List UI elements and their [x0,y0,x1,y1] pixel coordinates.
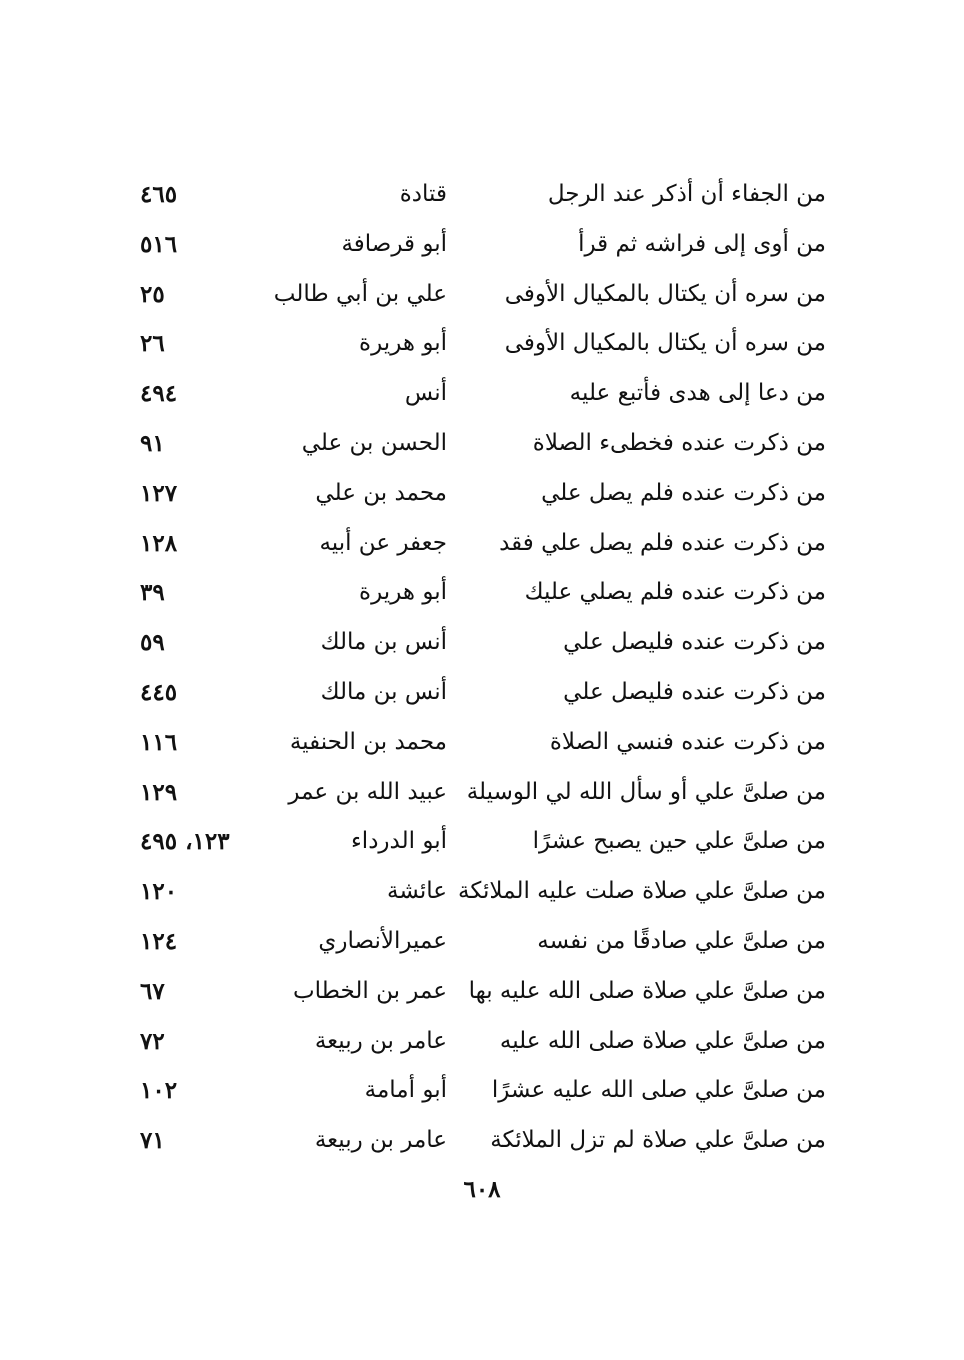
narrator-name: أبو الدرداء [350,828,447,855]
page-number: ٦٠٨ [463,1176,501,1203]
page-reference: ٥٩ [140,629,165,657]
hadith-text: من أوى إلى فراشه ثم قرأ [578,230,826,257]
page-reference: ١٢٤ [140,927,178,955]
page-reference: ١٢٨ [140,529,178,557]
hadith-text: من صلىَّ علي صلاة صلى الله عليه [499,1027,826,1054]
narrator-name: أبو قرصافة [341,230,447,257]
index-row [0,867,964,917]
hadith-text: من صلىَّ علي أو سأل الله لي الوسيلة [466,778,826,805]
hadith-text: من ذكرت عنده فنسي الصلاة [549,728,826,755]
page-reference: ٤٦٥ [140,181,178,208]
index-row [0,270,964,320]
page-reference: ١٢٧ [140,479,178,507]
index-row [0,817,964,867]
narrator-name: أنس بن مالك [320,629,447,656]
page-reference: ١١٦ [140,728,178,756]
hadith-text: من سره أن يكتال بالمكيال الأوفى [504,330,826,357]
index-row [0,170,964,220]
hadith-text: من صلىَّ علي صلاة صلت عليه الملائكة [457,878,826,905]
index-row [0,519,964,569]
page-reference: ٦٧ [140,977,165,1005]
narrator-name: محمد بن علي [315,479,447,506]
hadith-text: من ذكرت عنده فلم يصلي عليك [524,579,826,606]
index-row [0,718,964,768]
page-reference: ٤٤٥ [140,678,178,706]
page-reference: ٤٩٤ [140,380,178,408]
index-row [0,1116,964,1166]
hadith-text: من ذكرت عنده فليصل علي [563,678,826,705]
hadith-text: من ذكرت عنده فخطىء الصلاة [532,429,826,456]
page-reference: ١٢٣، ٤٩٥ [140,828,230,856]
narrator-name: أبو أمامة [364,1077,447,1104]
page-reference: ١٠٢ [140,1077,178,1105]
hadith-text: من صلىَّ علي صلاة لم تزل الملائكة [490,1127,826,1154]
page-reference: ٧١ [140,1127,165,1155]
narrator-name: عائشة [387,878,447,905]
narrator-name: جعفر عن أبيه [319,529,447,556]
narrator-name: قتادة [399,181,447,207]
hadith-text: من صلىَّ علي صلاة صلى الله عليه بها [468,977,826,1004]
narrator-name: عبيد الله بن عمر [288,778,447,805]
page-reference: ٢٥ [140,280,165,308]
narrator-name: الحسن بن علي [301,429,447,456]
index-row [0,668,964,718]
narrator-name: أبو هريرة [359,579,447,606]
hadith-text: من صلىَّ علي حين يصبح عشرًا [532,828,826,855]
hadith-text: من صلىَّ علي صلى الله عليه عشرًا [491,1077,826,1104]
hadith-text: من ذكرت عنده فلم يصل علي فقد [499,529,826,556]
page-reference: ٣٩ [140,579,165,607]
index-row [0,1066,964,1116]
hadith-text: من دعا إلى هدى فأتبع عليه [569,380,826,407]
hadith-text: من الجفاء أن أذكر عند الرجل [547,181,826,207]
index-row [0,1017,964,1067]
hadith-text: من ذكرت عنده فليصل علي [563,629,826,656]
narrator-name: عميرالأنصاري [318,927,447,954]
index-row [0,768,964,818]
hadith-text: من صلىَّ علي صادقًا من نفسه [537,927,826,954]
narrator-name: أنس بن مالك [320,678,447,705]
page-reference: ٢٦ [140,330,165,358]
index-row [0,618,964,668]
index-row [0,220,964,270]
index-row [0,568,964,618]
index-row [0,419,964,469]
index-row [0,469,964,519]
narrator-name: عمر بن الخطاب [292,977,447,1004]
narrator-name: محمد بن الحنفية [289,728,447,755]
page-reference: ١٢٠ [140,878,178,906]
page-reference: ٥١٦ [140,230,178,258]
hadith-text: من سره أن يكتال بالمكيال الأوفى [504,280,826,307]
narrator-name: أنس [404,380,447,407]
page-reference: ٧٢ [140,1027,165,1055]
hadith-text: من ذكرت عنده فلم يصل علي [541,479,826,506]
index-row [0,967,964,1017]
hadith-index-table [0,170,964,1166]
index-row [0,917,964,967]
narrator-name: علي بن أبي طالب [273,280,447,307]
narrator-name: عامر بن ربيعة [314,1127,447,1154]
narrator-name: عامر بن ربيعة [314,1027,447,1054]
index-row [0,369,964,419]
narrator-name: أبو هريرة [359,330,447,357]
page-reference: ٩١ [140,429,165,457]
page-reference: ١٢٩ [140,778,178,806]
index-row [0,319,964,369]
